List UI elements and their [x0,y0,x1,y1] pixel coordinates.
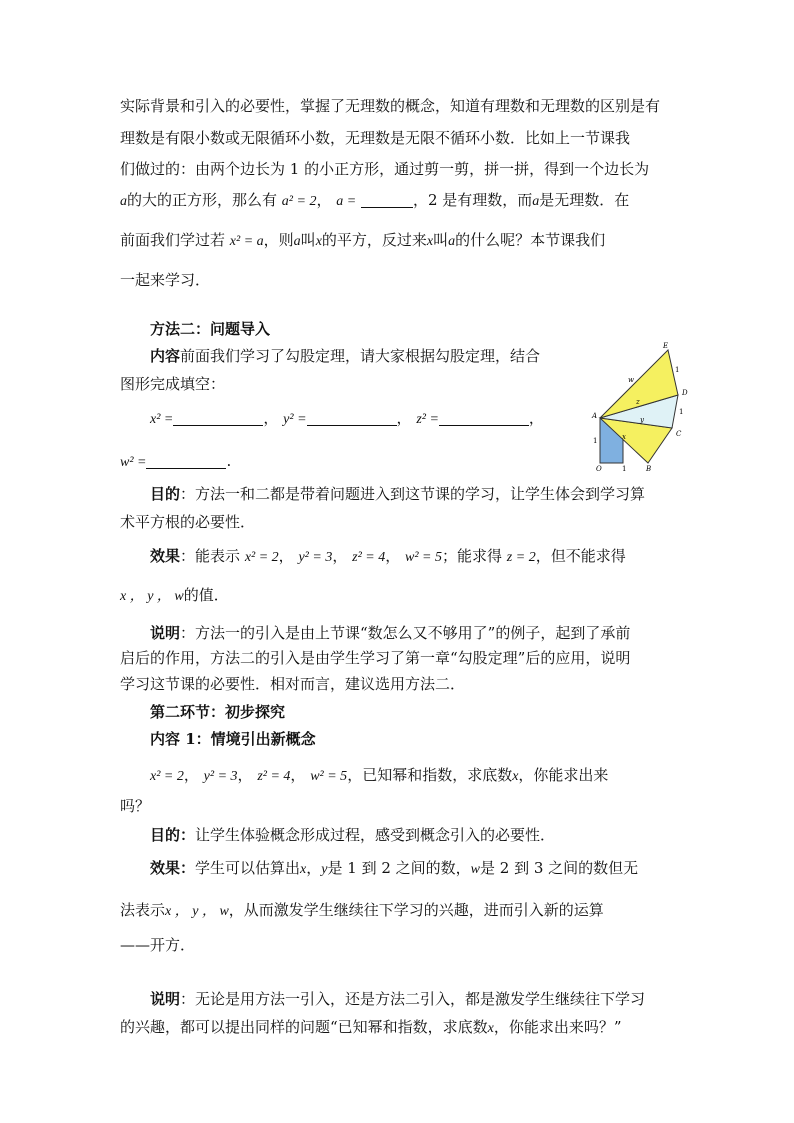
text: 法表示 [120,901,166,919]
text: ：方法一的引入是由上节课“数怎么又不够用了”的例子，起到了承前 [180,624,631,642]
math-y2-eq: y² = [283,412,307,427]
label-A: A [592,412,598,420]
period: . [226,452,232,470]
math-x: x [426,234,434,249]
label-w: w [628,376,634,384]
text: ，则 [263,231,294,249]
label-one-AO: 1 [593,437,598,445]
math-x: x [512,769,519,784]
math: x² = 2 [150,769,184,784]
math-a: a [293,234,301,249]
math: w² = 5 [310,769,348,784]
label-B: B [646,465,652,472]
comma: ， [290,766,306,784]
math-x-sq-eq-a: x² = a [229,234,264,249]
comma: ， [183,766,199,784]
math: z² = 4 [352,550,386,565]
intro-line-3: 们做过的：由两个边长为 1 的小正方形，通过剪一剪，拼一拼，得到一个边长为 [120,160,650,178]
math-xyw: x ， y ， w [120,589,184,604]
effect2-line-2 [120,900,680,922]
math-a-eq: a = [336,194,357,209]
question-line-2: 吗？ [120,797,151,815]
pythagorean-spiral-figure [590,340,700,472]
note1-line-1 [120,623,680,643]
label-x: x [622,433,626,441]
math-x: x [487,1021,494,1036]
comma: ， [263,409,279,427]
text: ，你能求出来 [518,766,609,784]
math: x² = 2 [244,550,279,565]
comma: ， [385,547,401,565]
text: 学生可以估算出 [195,859,301,877]
text: ；能求得 [442,547,503,565]
purpose1-line-1 [120,484,680,504]
question-line-1 [120,765,680,787]
comma: ， [237,766,253,784]
text: 前面我们学过若 [120,231,226,249]
label-O: O [596,465,602,472]
text: ，但不能求得 [535,547,626,565]
math: z = 2 [506,550,536,565]
math-x2-eq: x² = [150,412,174,427]
intro-line-1: 实际背景和引入的必要性，掌握了无理数的概念，知道有理数和无理数的区别是有 [120,97,661,115]
note2-line-2 [120,1017,680,1039]
math-a: a [532,194,540,209]
note2-line-1 [120,989,680,1009]
answer-blank[interactable] [361,193,413,208]
label-y: y [640,416,644,424]
math-x: x [315,234,322,249]
label-one-DC: 1 [679,408,684,416]
math-a: a [120,194,127,209]
label-C: C [676,430,682,438]
comma: ， [278,547,294,565]
label-one-OB: 1 [622,465,627,472]
text: 叫 [300,231,316,249]
note1-line-2: 启后的作用，方法二的引入是由学生学习了第一章“勾股定理”后的应用，说明 [120,649,631,667]
intro-line-2: 理数是有限小数或无限循环小数，无理数是无限不循环小数．比如上一节课我 [120,129,631,147]
content-label: 内容 [150,347,181,365]
text: ：无论是用方法一引入，还是方法二引入，都是激发学生继续往下学习 [180,990,646,1008]
math-z2-eq: z² = [416,412,439,427]
blank-y2[interactable] [307,411,397,426]
blank-w2[interactable] [146,454,226,469]
math: y² = 3 [203,769,238,784]
effect2-line-1 [120,858,680,880]
note-label: 说明 [150,990,181,1008]
intro-line-4 [120,190,680,212]
label-D: D [682,389,688,397]
text: 让学生体验概念形成过程，感受到概念引入的必要性． [195,826,556,844]
effect1-line-1 [120,546,680,568]
effect-label: 效果 [150,547,181,565]
content1-heading: 内容 1：情境引出新概念 [150,730,316,748]
text: 是 1 到 2 之间的数， [327,859,471,877]
note-label: 说明 [150,624,181,642]
text: ，已知幂和指数，求底数 [347,766,513,784]
method2-heading: 方法二：问题导入 [150,320,271,338]
math: w² = 5 [405,550,442,565]
purpose1-line-2: 术平方根的必要性． [120,513,256,531]
comma: ， [332,547,348,565]
effect1-line-2 [120,585,680,607]
blank-x2[interactable] [173,411,263,426]
math: z² = 4 [257,769,291,784]
math-w: w [470,862,480,877]
math-xyw: x ， y ， w [165,904,229,919]
text: 的兴趣，都可以提出同样的问题“已知幂和指数，求底数 [120,1018,488,1036]
comma: ， [306,859,322,877]
purpose-label: 目的 [150,485,181,503]
label-E: E [663,342,669,350]
comma: ， [316,191,332,209]
text: 的值． [183,586,229,604]
text: 叫 [433,231,449,249]
text: ，2 是有理数，而 [412,191,533,209]
math-a-sq-eq-2: a² = 2 [281,194,317,209]
method2-content-2: 图形完成填空： [120,375,226,393]
math-w2-eq: w² = [120,455,147,470]
effect-label: 效果： [150,859,196,877]
math-x: x [300,862,307,877]
label-one-ED: 1 [675,366,680,374]
text: ，从而激发学生继续往下学习的兴趣，进而引入新的运算 [228,901,604,919]
purpose2-line [120,825,680,845]
purpose-label: 目的： [150,826,196,844]
text: 是 2 到 3 之间的数但无 [480,859,639,877]
math-y: y [321,862,328,877]
note1-line-3: 学习这节课的必要性．相对而言，建议选用方法二． [120,675,466,693]
math-a: a [448,234,456,249]
text: 是无理数．在 [539,191,630,209]
effect2-line-3: ——开方． [120,936,196,954]
text: ，你能求出来吗？” [493,1018,622,1036]
text: 的平方，反过来 [321,231,427,249]
text: ：方法一和二都是带着问题进入到这节课的学习，让学生体会到学习算 [180,485,646,503]
comma: ， [528,409,544,427]
comma: ， [396,409,412,427]
text: 前面我们学习了勾股定理，请大家根据勾股定理，结合 [180,347,541,365]
text: ：能表示 [180,547,241,565]
text: 的大的正方形，那么有 [127,191,278,209]
blank-z2[interactable] [439,411,529,426]
section2-heading: 第二环节：初步探究 [150,703,286,721]
text: 的什么呢？本节课我们 [455,231,606,249]
intro-line-6: 一起来学习． [120,271,211,289]
label-z: z [636,398,640,406]
intro-line-5 [120,230,680,252]
math: y² = 3 [298,550,333,565]
